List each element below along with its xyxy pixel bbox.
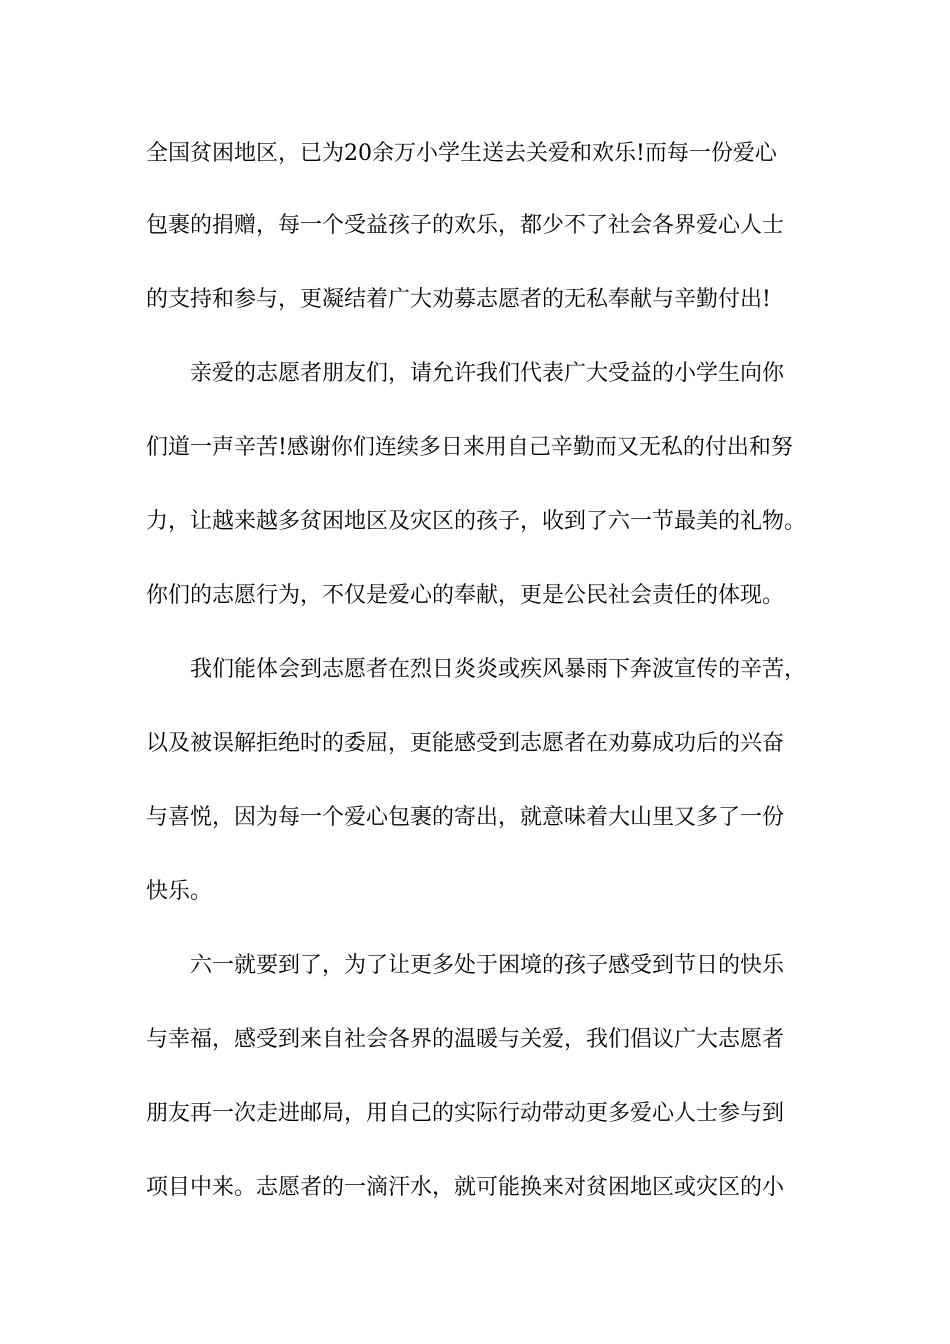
text-line: 以及被误解拒绝时的委屈，更能感受到志愿者在劝募成功后的兴奋 (146, 731, 785, 756)
text-line: 快乐。 (146, 879, 213, 904)
text-line: 朋友再一次走进邮局，用自己的实际行动带动更多爱心人士参与到 (146, 1101, 785, 1126)
text-line: 六一就要到了，为了让更多处于困境的孩子感受到节日的快乐 (190, 953, 785, 978)
text-line: 的支持和参与，更凝结着广大劝募志愿者的无私奉献与辛勤付出! (146, 287, 771, 312)
text-line: 全国贫困地区，已为20余万小学生送去关爱和欢乐!而每一份爱心 (146, 141, 777, 166)
text-line: 与喜悦，因为每一个爱心包裹的寄出，就意味着大山里又多了一份 (146, 805, 785, 830)
text-line: 项目中来。志愿者的一滴汗水，就可能换来对贫困地区或灾区的小 (146, 1175, 785, 1200)
text-line: 与幸福，感受到来自社会各界的温暖与关爱，我们倡议广大志愿者 (146, 1027, 785, 1052)
text-line: 力，让越来越多贫困地区及灾区的孩子，收到了六一节最美的礼物。 (146, 509, 807, 534)
text-line: 你们的志愿行为，不仅是爱心的奉献，更是公民社会责任的体现。 (146, 583, 785, 608)
text-line: 们道一声辛苦!感谢你们连续多日来用自己辛勤而又无私的付出和努 (146, 435, 793, 460)
text-line: 包裹的捐赠，每一个受益孩子的欢乐，都少不了社会各界爱心人士 (146, 213, 785, 238)
text-line: 亲爱的志愿者朋友们，请允许我们代表广大受益的小学生向你 (190, 361, 785, 386)
text-line: 我们能体会到志愿者在烈日炎炎或疾风暴雨下奔波宣传的辛苦， (190, 657, 807, 682)
